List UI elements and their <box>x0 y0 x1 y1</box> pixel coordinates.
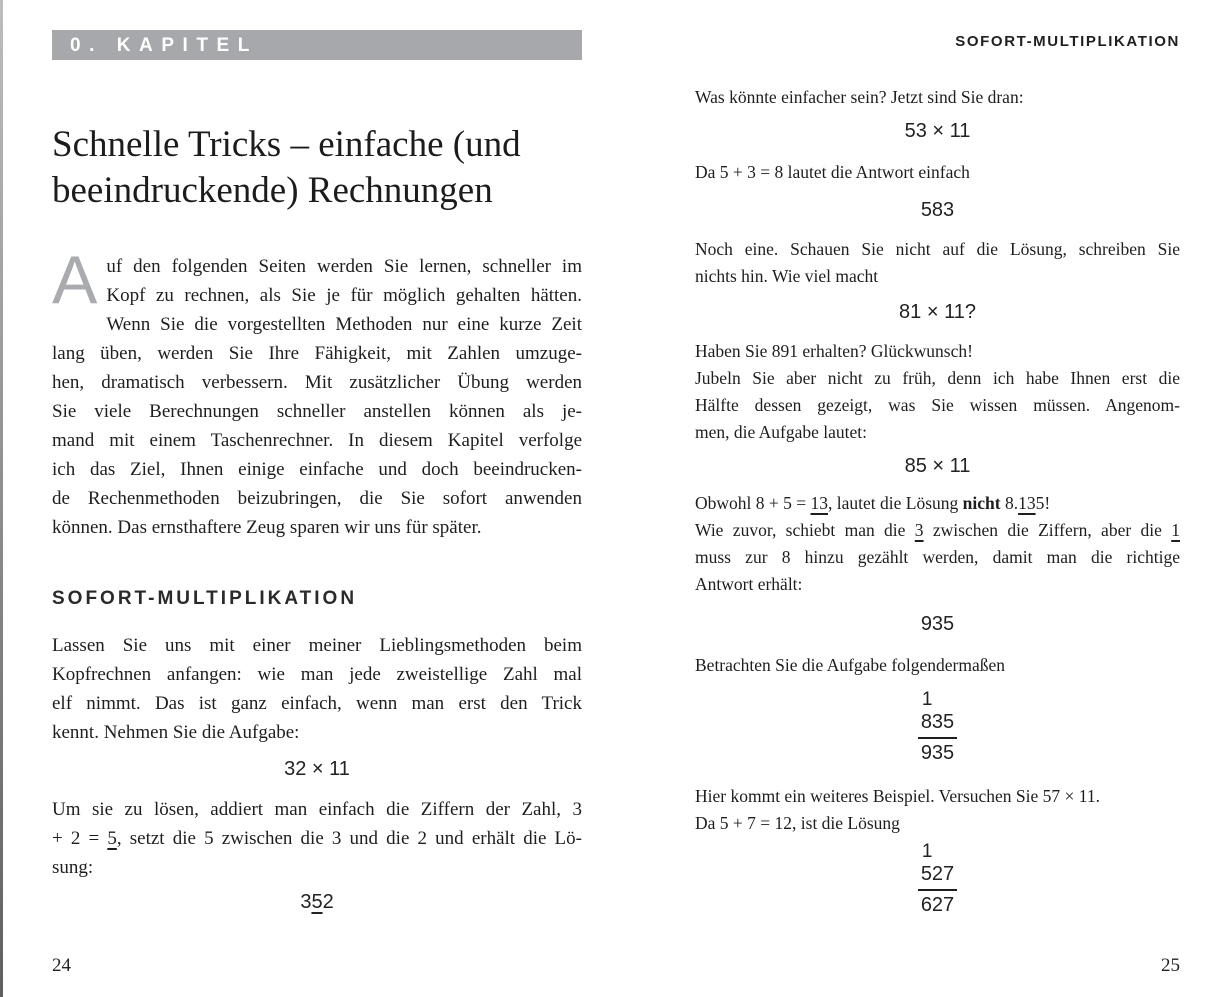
body-text-line: nichts hin. Wie viel macht <box>695 266 879 286</box>
body-text-line: Betrachten Sie die Aufgabe folgendermaßen <box>695 655 1006 675</box>
body-text-line: Obwohl 8 + 5 = 13, lautet die Lösung nicht 8.135! <box>695 493 1051 513</box>
body-text-line: de Rechenmethoden beizubringen, die Sie sofort anwenden <box>52 488 582 509</box>
addition-stack-inner <box>918 841 957 917</box>
example-paragraph <box>695 783 1180 837</box>
solution-paragraph <box>52 795 582 882</box>
math-result: 352 <box>300 891 334 913</box>
explanation-paragraph <box>695 490 1180 598</box>
carry-digit: 1 <box>921 841 933 862</box>
addend-line: 835 <box>918 711 957 739</box>
body-text-line: Hälfte dessen gezeigt, was Sie wissen müssen. Angenom- <box>695 395 1180 415</box>
page-title-line: beeindruckende) Rechnungen <box>52 170 493 211</box>
body-text-line: Wenn Sie die vorgestellten Methoden nur eine kurze Zeit <box>106 314 582 335</box>
addend-line: 527 <box>918 863 957 891</box>
body-text-line: Antwort erhält: <box>695 574 803 594</box>
math-result: 935 <box>920 613 955 635</box>
body-text-line: lang üben, werden Sie Ihre Fähigkeit, mit Zahlen umzuge- <box>52 343 582 364</box>
page-title-line: Schnelle Tricks – einfache (und <box>52 124 521 165</box>
page-number-left: 24 <box>52 955 71 976</box>
section-heading: SOFORT-MULTIPLIKATION <box>52 588 358 609</box>
body-text-line: Wie zuvor, schiebt man die 3 zwischen die Ziffern, aber die 1 <box>695 520 1180 540</box>
body-text-line: Kopfrechnen anfangen: wie man jede zweistellige Zahl mal <box>52 664 582 685</box>
result-line: 627 <box>920 894 955 916</box>
page-title <box>52 122 582 214</box>
body-text-line: Jubeln Sie aber nicht zu früh, denn ich habe Ihnen erst die <box>695 368 1180 388</box>
addition-stack-inner <box>918 689 957 765</box>
body-text-line: + 2 = 5, setzt die 5 zwischen die 3 und die 2 und erhält die Lö- <box>52 828 582 849</box>
body-text-line: Haben Sie 891 erhalten? Glückwunsch! <box>695 341 973 361</box>
math-expression: 81 × 11? <box>899 301 976 323</box>
left-page <box>52 0 582 914</box>
body-text-line: Sie viele Berechnungen schneller anstellen können als je- <box>52 401 582 422</box>
body-text-line: Da 5 + 7 = 12, ist die Lösung <box>695 813 900 833</box>
body-text-line: können. Das ernsthaftere Zeug sparen wir uns für später. <box>52 517 482 538</box>
body-text-line: Hier kommt ein weiteres Beispiel. Versuchen Sie 57 × 11. <box>695 786 1100 806</box>
method-paragraph <box>52 631 582 747</box>
drop-cap: A <box>52 242 98 318</box>
body-text-line: mand mit einem Taschenrechner. In diesem Kapitel verfolge <box>52 430 582 451</box>
math-expression: 85 × 11 <box>904 455 971 477</box>
body-text-line: sung: <box>52 857 94 878</box>
addition-stack <box>695 841 1180 917</box>
math-expression: 53 × 11 <box>904 120 971 142</box>
body-text-line: kennt. Nehmen Sie die Aufgabe: <box>52 722 300 743</box>
body-text-line: uf den folgenden Seiten werden Sie lernen, schneller im <box>106 256 582 277</box>
carry-digit: 1 <box>921 689 933 710</box>
body-text-line: Um sie zu lösen, addiert man einfach die Ziffern der Zahl, 3 <box>52 799 582 820</box>
page-number-right: 25 <box>1161 955 1180 976</box>
intro-paragraph <box>52 242 582 542</box>
addition-stack <box>695 689 1180 765</box>
body-text-line: ich das Ziel, Ihnen einige einfache und doch beeindrucken- <box>52 459 582 480</box>
body-text-line: Da 5 + 3 = 8 lautet die Antwort einfach <box>695 162 970 182</box>
body-text-line: Kopf zu rechnen, als Sie je für möglich gehalten hätten. <box>106 285 582 306</box>
body-text-line: hen, dramatisch verbessern. Mit zusätzlicher Übung werden <box>52 372 582 393</box>
scan-edge-artifact <box>0 0 3 997</box>
caution-paragraph <box>695 365 1180 446</box>
body-text-line: elf nimmt. Das ist ganz einfach, wenn man erst den Trick <box>52 693 582 714</box>
body-text-line: Lassen Sie uns mit einer meiner Lieblingsmethoden beim <box>52 635 582 656</box>
body-text-line: Noch eine. Schauen Sie nicht auf die Lösung, schreiben Sie <box>695 239 1180 259</box>
body-text-line: Was könnte einfacher sein? Jetzt sind Sie dran: <box>695 87 1024 107</box>
running-header: SOFORT-MULTIPLIKATION <box>955 33 1180 50</box>
body-text-line: men, die Aufgabe lautet: <box>695 422 868 442</box>
math-expression: 32 × 11 <box>284 758 350 780</box>
chapter-banner: 0. KAPITEL <box>52 30 582 60</box>
math-result: 583 <box>920 199 955 221</box>
right-page <box>695 0 1180 917</box>
exercise-paragraph <box>695 236 1180 290</box>
result-line: 935 <box>920 742 955 764</box>
body-text-line: muss zur 8 hinzu gezählt werden, damit man die richtige <box>695 547 1180 567</box>
